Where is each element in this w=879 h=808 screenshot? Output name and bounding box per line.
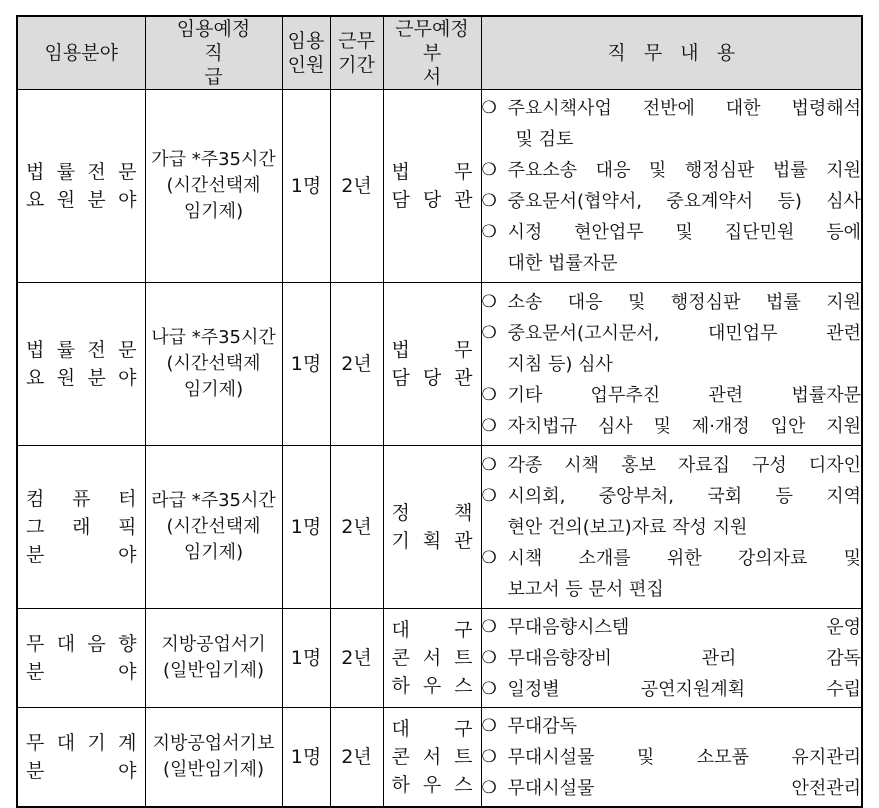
- bullet-icon: ❍: [481, 454, 497, 475]
- bullet-icon: ❍: [481, 415, 497, 436]
- bullet-icon: ❍: [481, 222, 497, 242]
- cell-count: 1명: [282, 283, 330, 446]
- bullet-icon: ❍: [481, 160, 497, 180]
- header-period: 근무 기간: [330, 16, 383, 90]
- bullet-icon: ❍: [481, 98, 497, 118]
- bullet-icon: ❍: [481, 647, 497, 668]
- table-row: [17, 90, 862, 283]
- cell-count: 1명: [282, 609, 330, 708]
- bullet-icon: ❍: [481, 291, 497, 312]
- cell-period: 2년: [330, 609, 383, 708]
- bullet-icon: ❍: [481, 191, 497, 211]
- duty-item: ❍ 시책 소개를 위한 강의자료 및: [482, 543, 862, 574]
- header-duties: 직 무 내 용: [481, 16, 862, 90]
- duty-item: ❍ 무대음향시스템 운영: [482, 612, 862, 643]
- duty-item: ❍ 시의회, 중앙부처, 국회 등 지역: [482, 481, 862, 512]
- duty-item-continuation: 대한 법률자문: [507, 253, 618, 274]
- bullet-icon: ❍: [481, 547, 497, 568]
- cell-field: 법 률 전 문 요 원 분 야: [17, 90, 145, 283]
- header-count: 임용 인원: [282, 16, 330, 90]
- duty-item: ❍ 중요문서(고시문서, 대민업무 관련: [482, 318, 862, 349]
- cell-duties: [481, 708, 862, 808]
- cell-grade: 지방공업서기 (일반임기제): [145, 609, 282, 708]
- duty-item: ❍ 주요소송 대응 및 행정심판 법률 지원: [482, 155, 862, 186]
- cell-count: 1명: [282, 90, 330, 283]
- duty-item: ❍ 무대시설물 안전관리: [482, 773, 862, 804]
- cell-grade: 라급 *주35시간 (시간선택제 임기제): [145, 446, 282, 609]
- cell-field: 법 률 전 문 요 원 분 야: [17, 283, 145, 446]
- bullet-icon: ❍: [481, 777, 497, 798]
- duty-item: ❍ 자치법규 심사 및 제·개정 입안 지원: [482, 411, 862, 442]
- duty-item-continuation: 및 검토: [515, 129, 574, 150]
- header-field: 임용분야: [17, 16, 145, 90]
- duty-item: ❍ 기타 업무추진 관련 법률자문: [482, 380, 862, 411]
- duty-item: ❍ 무대시설물 및 소모품 유지관리: [482, 742, 862, 773]
- cell-field: 컴 퓨 터 그 래 픽 분 야: [17, 446, 145, 609]
- cell-grade: 지방공업서기보 (일반임기제): [145, 708, 282, 808]
- bullet-icon: ❍: [481, 322, 497, 343]
- cell-department: 정 책 기 획 관: [383, 446, 481, 609]
- duty-item: ❍ 소송 대응 및 행정심판 법률 지원: [482, 287, 862, 318]
- cell-department: 법 무 담 당 관: [383, 283, 481, 446]
- bullet-icon: ❍: [481, 485, 497, 506]
- table-row: [17, 446, 862, 609]
- recruitment-table: [16, 15, 863, 808]
- cell-duties: [481, 609, 862, 708]
- table-row: [17, 708, 862, 808]
- table-row: [17, 283, 862, 446]
- cell-count: 1명: [282, 708, 330, 808]
- bullet-icon: ❍: [481, 746, 497, 767]
- cell-grade: 나급 *주35시간 (시간선택제 임기제): [145, 283, 282, 446]
- cell-period: 2년: [330, 90, 383, 283]
- cell-grade: 가급 *주35시간 (시간선택제 임기제): [145, 90, 282, 283]
- bullet-icon: ❍: [481, 678, 497, 699]
- duty-item: ❍ 주요시책사업 전반에 대한 법령해석: [482, 93, 862, 124]
- cell-period: 2년: [330, 283, 383, 446]
- cell-period: 2년: [330, 446, 383, 609]
- duty-item: ❍ 무대감독: [482, 711, 862, 742]
- cell-department: 대 구 콘 서 트 하 우 스: [383, 708, 481, 808]
- duty-item: ❍ 각종 시책 홍보 자료집 구성 디자인: [482, 450, 862, 481]
- duty-item: ❍ 일정별 공연지원계획 수립: [482, 674, 862, 705]
- duty-item: ❍ 무대음향장비 관리 감독: [482, 643, 862, 674]
- cell-duties: [481, 446, 862, 609]
- cell-duties: [481, 90, 862, 283]
- bullet-icon: ❍: [481, 715, 497, 736]
- table-row: [17, 609, 862, 708]
- cell-count: 1명: [282, 446, 330, 609]
- cell-field: 무 대 음 향 분 야: [17, 609, 145, 708]
- cell-duties: [481, 283, 862, 446]
- header-department: 근무예정 부 서: [383, 16, 481, 90]
- header-grade: 임용예정 직 급: [145, 16, 282, 90]
- duty-item: ❍ 중요문서(협약서, 중요계약서 등) 심사: [482, 186, 862, 217]
- cell-department: 대 구 콘 서 트 하 우 스: [383, 609, 481, 708]
- bullet-icon: ❍: [481, 384, 497, 405]
- table-header-row: [17, 16, 862, 90]
- cell-field: 무 대 기 계 분 야: [17, 708, 145, 808]
- duty-item-continuation: 보고서 등 문서 편집: [507, 578, 664, 600]
- cell-department: 법 무 담 당 관: [383, 90, 481, 283]
- duty-item-continuation: 지침 등) 심사: [507, 353, 613, 375]
- cell-period: 2년: [330, 708, 383, 808]
- bullet-icon: ❍: [481, 616, 497, 637]
- duty-item: ❍ 시정 현안업무 및 집단민원 등에: [482, 217, 862, 248]
- duty-item-continuation: 현안 건의(보고)자료 작성 지원: [507, 516, 748, 538]
